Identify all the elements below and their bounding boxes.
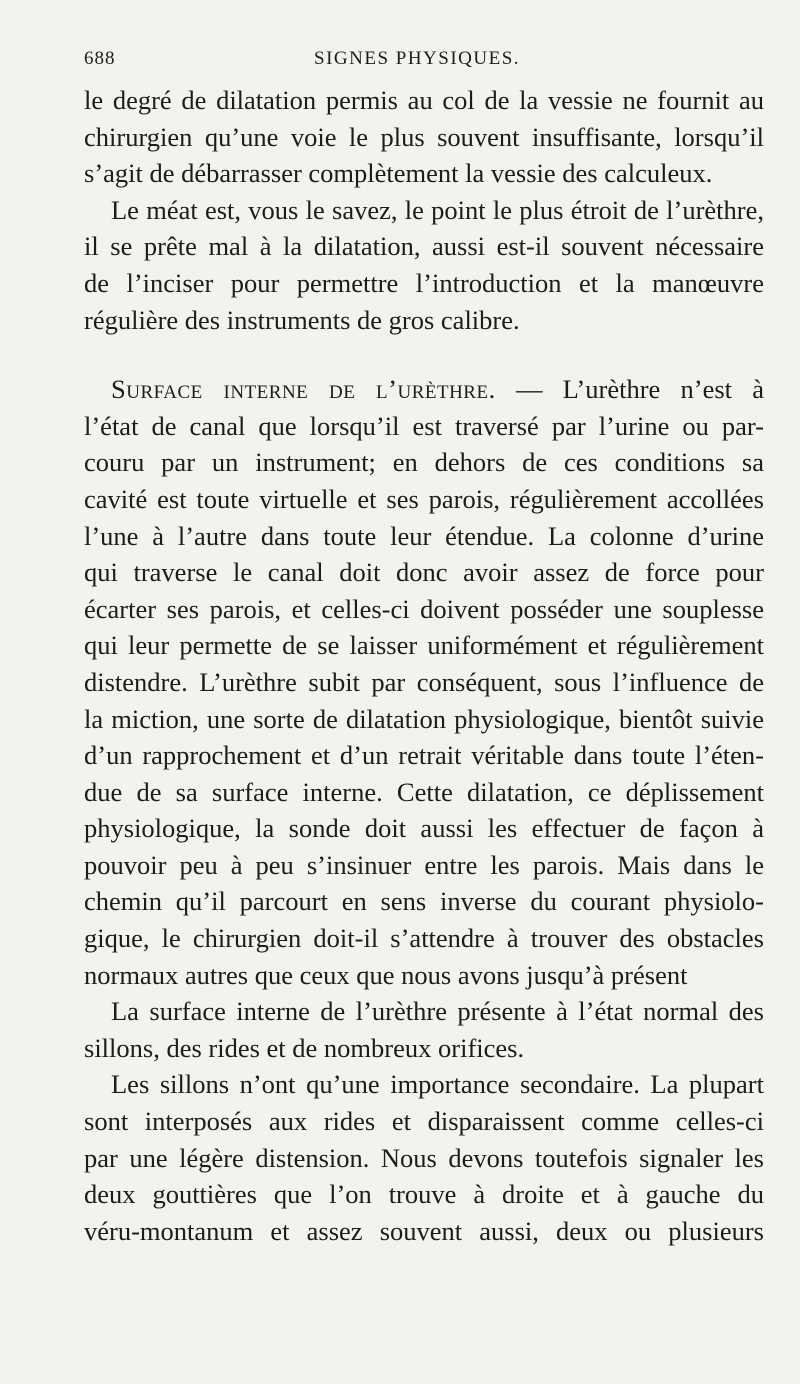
- page-header: [84, 48, 764, 74]
- text-line: la miction, une sorte de dilatation physiologique, bientôt suivie: [84, 703, 764, 734]
- running-head: SIGNES PHYSIQUES.: [314, 48, 521, 69]
- text-line: régulière des instruments de gros calibre.: [84, 304, 520, 335]
- body-text: [84, 82, 764, 1249]
- text-line: d’un rapprochement et d’un retrait véritable dans toute l’éten-: [84, 740, 764, 771]
- text-line: il se prête mal à la dilatation, aussi est-il souvent nécessaire: [84, 231, 764, 262]
- section-heading-continuation: — L’urèthre n’est à: [495, 374, 765, 405]
- text-line: due de sa surface interne. Cette dilatation, ce déplissement: [84, 776, 764, 807]
- section-heading: Surface interne de l’urèthre.: [111, 374, 496, 405]
- text-line: chirurgien qu’une voie le plus souvent insuffisante, lorsqu’il: [84, 121, 764, 152]
- text-line: le degré de dilatation permis au col de la vessie ne fournit au: [84, 85, 764, 115]
- text-line: Les sillons n’ont qu’une importance secondaire. La plupart: [111, 1069, 764, 1100]
- text-line: couru par un instrument; en dehors de ces conditions sa: [84, 447, 764, 478]
- text-line: de l’inciser pour permettre l’introduction et la manœuvre: [84, 267, 764, 298]
- text-line: véru-montanum et assez souvent aussi, deux ou plusieurs: [84, 1215, 764, 1246]
- text-line: sont interposés aux rides et disparaissent comme celles-ci: [84, 1106, 764, 1137]
- text-line: deux gouttières que l’on trouve à droite et à gauche du: [84, 1179, 764, 1210]
- text-line: La surface interne de l’urèthre présente à l’état normal des: [111, 996, 764, 1027]
- page-number: 688: [84, 48, 116, 69]
- text-line: sillons, des rides et de nombreux orifices.: [84, 1032, 525, 1063]
- text-line: chemin qu’il parcourt en sens inverse du courant physiolo-: [84, 886, 764, 917]
- text-line: cavité est toute virtuelle et ses parois, régulièrement accollées: [84, 483, 764, 514]
- text-line: Le méat est, vous le savez, le point le plus étroit de l’urèthre,: [111, 194, 764, 225]
- text-line: pouvoir peu à peu s’insinuer entre les parois. Mais dans le: [84, 849, 764, 880]
- text-line: s’agit de débarrasser complètement la vessie des calculeux.: [84, 158, 713, 189]
- section-first-line: [84, 371, 764, 408]
- text-line: gique, le chirurgien doit-il s’attendre à trouver des obstacles: [84, 923, 764, 954]
- text-line: qui leur permette de se laisser uniformément et régulièrement: [84, 630, 764, 661]
- text-line: l’une à l’autre dans toute leur étendue. La colonne d’urine: [84, 520, 764, 551]
- text-line: distendre. L’urèthre subit par conséquent, sous l’influence de: [84, 666, 764, 697]
- text-line: normaux autres que ceux que nous avons jusqu’à présent: [84, 959, 688, 990]
- text-line: l’état de canal que lorsqu’il est traversé par l’urine ou par-: [84, 410, 764, 441]
- text-line: par une légère distension. Nous devons toutefois signaler les: [84, 1142, 764, 1173]
- text-line: écarter ses parois, et celles-ci doivent posséder une souplesse: [84, 593, 764, 624]
- text-line: qui traverse le canal doit donc avoir assez de force pour: [84, 557, 764, 588]
- text-line: physiologique, la sonde doit aussi les effectuer de façon à: [84, 813, 764, 844]
- paragraph-gap: [84, 338, 764, 371]
